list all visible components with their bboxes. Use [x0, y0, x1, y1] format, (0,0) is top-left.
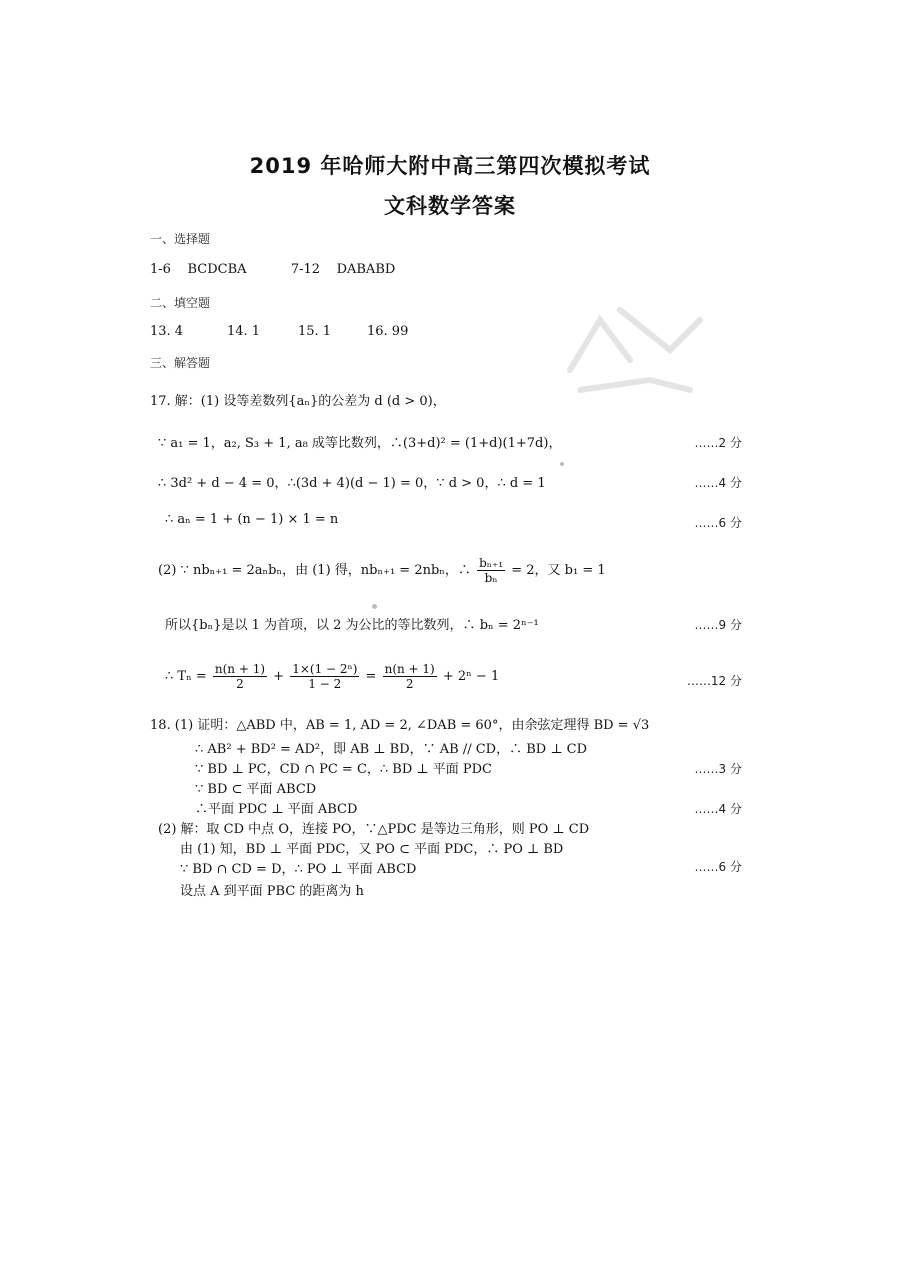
q18-score-3: ……3 分 [694, 762, 742, 776]
q17-line-1: 17. 解：(1) 设等差数列{aₙ}的公差为 d (d > 0)， [150, 394, 446, 409]
choice-answers-1-6: BCDCBA [187, 262, 247, 277]
q17-line-4: ∴ aₙ = 1 + (n − 1) × 1 = n [165, 512, 339, 527]
q17-line-2: ∵ a₁ = 1，a₂, S₃ + 1, a₈ 成等比数列，∴(3+d)² = (1+d)(1+7d)， [158, 436, 562, 451]
q17-tn-lead: ∴ Tₙ = [165, 669, 207, 684]
q17-line-7 [165, 662, 499, 691]
fraction-1-denominator: 2 [236, 677, 244, 691]
q17-fraction-1 [213, 662, 267, 691]
q17-ratio-numerator: bₙ₊₁ [479, 556, 504, 570]
q18-score-4: ……4 分 [694, 802, 742, 816]
page-title: 2019 年哈师大附中高三第四次模拟考试 [249, 154, 651, 178]
fraction-1-numerator: n(n + 1) [214, 662, 266, 676]
q17-line-5 [158, 556, 606, 585]
plus-sign: + [273, 669, 285, 684]
q17-score-6: ……6 分 [694, 516, 742, 530]
q17-line-5-lead: (2) ∵ nbₙ₊₁ = 2aₙbₙ，由 (1) 得，nbₙ₊₁ = 2nbₙ，∴ [158, 563, 471, 578]
choice-answers-row [150, 262, 395, 277]
q17-line-3: ∴ 3d² + d − 4 = 0，∴(3d + 4)(d − 1) = 0，∵ d > 0，∴ d = 1 [158, 476, 546, 491]
section-heading-choice: 一、选择题 [150, 232, 211, 246]
fraction-2-denominator: 1 − 2 [308, 677, 342, 691]
choice-answers-7-12: DABABD [336, 262, 396, 277]
fill-answer: 13. 4 [150, 324, 184, 339]
q18-score-6: ……6 分 [694, 860, 742, 874]
q18-line-7: 由 (1) 知，BD ⊥ 平面 PDC，又 PO ⊂ 平面 PDC，∴ PO ⊥ BD [180, 842, 564, 857]
fraction-3-numerator: n(n + 1) [384, 662, 435, 676]
q17-line-5-tail: = 2，又 b₁ = 1 [511, 563, 606, 578]
section-heading-fill: 二、填空题 [150, 296, 211, 310]
q17-ratio-fraction [477, 556, 505, 585]
q17-ratio-denominator: bₙ [484, 571, 498, 585]
q18-line-5: ∴平面 PDC ⊥ 平面 ABCD [195, 802, 358, 817]
section-heading-solve: 三、解答题 [150, 356, 211, 370]
q17-fraction-3 [383, 662, 437, 691]
q18-line-2: ∴ AB² + BD² = AD²，即 AB ⊥ BD，∵ AB // CD，∴ BD ⊥ CD [195, 742, 588, 757]
scan-speck [560, 462, 564, 466]
q17-tn-tail: + 2ⁿ − 1 [442, 669, 500, 684]
q17-score-12: ……12 分 [686, 674, 742, 688]
equals-sign: = [365, 669, 377, 684]
q17-fraction-2 [290, 662, 359, 691]
fill-answer: 14. 1 [227, 324, 261, 339]
q18-line-8: ∵ BD ∩ CD = D，∴ PO ⊥ 平面 ABCD [180, 862, 417, 877]
q18-line-9: 设点 A 到平面 PBC 的距离为 h [180, 884, 364, 899]
q17-score-9: ……9 分 [694, 618, 742, 632]
watermark-stamp [560, 290, 710, 400]
fraction-2-numerator: 1×(1 − 2ⁿ) [292, 662, 358, 676]
fill-answer: 16. 99 [367, 324, 409, 339]
q18-line-1: 18. (1) 证明：△ABD 中，AB = 1, AD = 2, ∠DAB = 60°，由余弦定理得 BD = √3 [150, 718, 650, 733]
q18-line-3: ∵ BD ⊥ PC，CD ∩ PC = C，∴ BD ⊥ 平面 PDC [195, 762, 493, 777]
fraction-3-denominator: 2 [405, 677, 414, 691]
q18-line-4: ∵ BD ⊂ 平面 ABCD [195, 782, 317, 797]
q17-line-6: 所以{bₙ}是以 1 为首项，以 2 为公比的等比数列，∴ bₙ = 2ⁿ⁻¹ [165, 618, 539, 633]
choice-range-1-6: 1-6 [150, 262, 171, 277]
q17-score-2: ……2 分 [694, 436, 742, 450]
page-subtitle: 文科数学答案 [384, 194, 516, 218]
scan-speck [372, 604, 377, 609]
q18-line-6: (2) 解：取 CD 中点 O，连接 PO，∵△PDC 是等边三角形，则 PO ⊥ CD [158, 822, 590, 837]
fill-answer: 15. 1 [298, 324, 332, 339]
q17-score-4: ……4 分 [694, 476, 742, 490]
choice-range-7-12: 7-12 [290, 262, 321, 277]
